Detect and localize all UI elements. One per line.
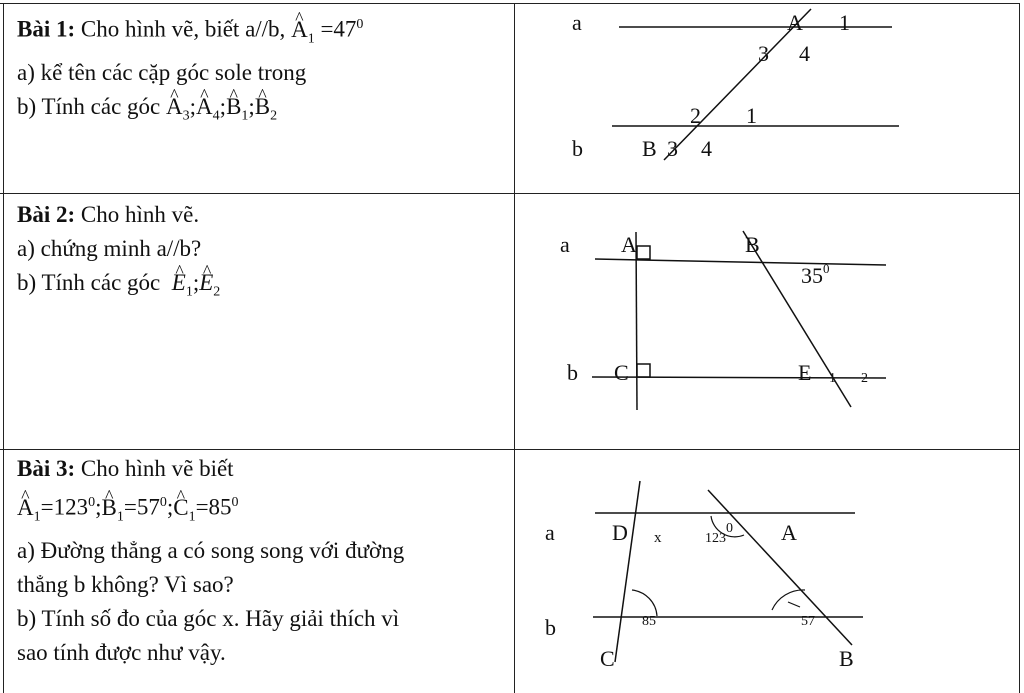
angle-letter: ^ E bbox=[172, 266, 186, 300]
figure-2 bbox=[515, 194, 1019, 449]
given-angle-sub: 1 bbox=[307, 31, 315, 47]
label-point-c: C bbox=[614, 360, 629, 385]
angle-degree: 0 bbox=[159, 495, 167, 510]
label-angle-e1: 1 bbox=[829, 371, 836, 386]
exercise-1-item-b: b) Tính các góc ^ $A_3;\^{}$ $A_4;\^{}$ $B_1;\^{}$ $B_2$ bbox=[17, 90, 507, 134]
angle-sub: 4 bbox=[212, 108, 220, 124]
label-line-b: b bbox=[567, 360, 578, 385]
angle-sub: 1 bbox=[185, 284, 193, 300]
label-angle-b3: 3 bbox=[667, 136, 678, 161]
figure-1 bbox=[515, 4, 1019, 193]
given-angle-value: 47 bbox=[333, 16, 357, 42]
label-point-e: E bbox=[798, 360, 812, 385]
angle-sub: 1 bbox=[116, 509, 124, 525]
label-x: x bbox=[654, 530, 662, 546]
angle-value: 123 bbox=[705, 531, 726, 546]
label-point-d: D bbox=[612, 520, 628, 545]
angle-degree: 0 bbox=[231, 495, 239, 510]
label-point-a: A bbox=[787, 10, 803, 35]
label-point-a: A bbox=[781, 520, 797, 545]
angle-letter: ^ E bbox=[199, 266, 213, 300]
label-point-c: C bbox=[600, 646, 615, 671]
label-line-a: a bbox=[572, 10, 582, 35]
label-angle-35 bbox=[801, 261, 830, 288]
exercise-3-item-a-line2: thẳng b không? Vì sao? bbox=[17, 572, 234, 598]
exercise-3-title: Bài 3: bbox=[17, 456, 76, 481]
right-angle-mark-c bbox=[637, 364, 650, 377]
exercise-2-text bbox=[17, 198, 507, 310]
label-angle-57: 57 bbox=[801, 614, 815, 629]
label-point-b: B bbox=[642, 136, 657, 161]
angle-letter: ^ C bbox=[173, 491, 188, 525]
angle-value: 123 bbox=[53, 494, 89, 520]
given-angle-letter: ^ A bbox=[291, 13, 308, 47]
label-angle-b4: 4 bbox=[701, 136, 712, 161]
angle-degree: 0 bbox=[726, 521, 733, 536]
transversal-left bbox=[615, 481, 640, 662]
label-angle-85: 85 bbox=[642, 614, 656, 629]
angle-sub: 3 bbox=[182, 108, 190, 124]
label-line-b: b bbox=[545, 615, 556, 640]
exercise-1-title: Bài 1: bbox=[17, 16, 76, 42]
angle-degree: 0 bbox=[823, 261, 830, 276]
label-angle-a4: 4 bbox=[799, 41, 810, 66]
angle-letter: ^ B bbox=[255, 90, 270, 124]
exercise-2-title: Bài 2: bbox=[17, 202, 76, 227]
equals-sign: = bbox=[320, 16, 334, 42]
label-angle-e2: 2 bbox=[861, 371, 868, 386]
label-point-b: B bbox=[745, 232, 760, 257]
angle-letter: ^ A bbox=[166, 90, 183, 124]
exercise-1-heading bbox=[17, 8, 507, 56]
exercise-2-item-b: b) Tính các góc ^ $E_1;\^{}$ $E_2$ bbox=[17, 266, 507, 310]
angle-arc-57 bbox=[772, 590, 805, 610]
exercise-3-given: ^ $A_1=123^0;\^{}$ $B_1=57^0;\^{}$ $C_1=85^0$ bbox=[17, 486, 507, 534]
exercise-2-intro: Cho hình vẽ. bbox=[80, 202, 200, 227]
exercise-3-heading bbox=[17, 452, 507, 486]
angle-sub: 1 bbox=[241, 108, 249, 124]
angle-value: 35 bbox=[801, 263, 823, 288]
angle-sub: 1 bbox=[188, 509, 196, 525]
exercise-2-item-b-text: b) Tính các góc bbox=[17, 270, 161, 295]
table-border-right bbox=[1019, 3, 1020, 693]
exercise-1-text bbox=[17, 8, 507, 134]
angle-letter: ^ A bbox=[17, 491, 34, 525]
angle-arc-85 bbox=[632, 590, 657, 616]
table-border-left bbox=[3, 3, 4, 693]
figure-3 bbox=[515, 450, 1019, 693]
angle-degree: 0 bbox=[88, 495, 96, 510]
exercise-3-item-b-line2: sao tính được như vậy. bbox=[17, 640, 226, 666]
label-line-a: a bbox=[545, 520, 555, 545]
label-angle-a1: 1 bbox=[839, 10, 850, 35]
angle-sub: 2 bbox=[213, 284, 221, 300]
label-line-b: b bbox=[572, 136, 583, 161]
exercise-2-item-a: a) chứng minh a//b? bbox=[17, 236, 202, 261]
exercise-1-item-b-text: b) Tính các góc bbox=[17, 94, 161, 120]
angle-sub: 1 bbox=[33, 509, 41, 525]
given-angle-degree: 0 bbox=[356, 17, 364, 32]
label-angle-b2: 2 bbox=[690, 103, 701, 128]
angle-sub: 2 bbox=[270, 108, 278, 124]
exercise-3-item-b-line1: b) Tính số đo của góc x. Hãy giải thích vì bbox=[17, 606, 400, 632]
exercise-1-intro: Cho hình vẽ, biết a//b, bbox=[80, 16, 286, 42]
line-a bbox=[595, 259, 886, 265]
angle-value: 57 bbox=[136, 494, 160, 520]
label-angle-a3: 3 bbox=[758, 41, 769, 66]
angle-letter: ^ B bbox=[102, 491, 117, 525]
label-line-a: a bbox=[560, 232, 570, 257]
exercise-1-item-a: a) kể tên các cặp góc sole trong bbox=[17, 60, 307, 86]
exercise-3-text bbox=[17, 452, 507, 670]
label-angle-123 bbox=[705, 521, 733, 546]
angle-letter: ^ A bbox=[196, 90, 213, 124]
angle-letter: ^ B bbox=[226, 90, 241, 124]
angle-value: 85 bbox=[208, 494, 232, 520]
exercise-3-intro: Cho hình vẽ biết bbox=[80, 456, 234, 481]
exercise-3-item-a-line1: a) Đường thẳng a có song song với đường bbox=[17, 538, 405, 564]
exercise-2-heading bbox=[17, 198, 507, 232]
angle-tick-57 bbox=[788, 602, 800, 607]
label-point-a: A bbox=[621, 232, 637, 257]
label-angle-b1: 1 bbox=[746, 103, 757, 128]
right-angle-mark-a bbox=[637, 246, 650, 259]
label-point-b: B bbox=[839, 646, 854, 671]
